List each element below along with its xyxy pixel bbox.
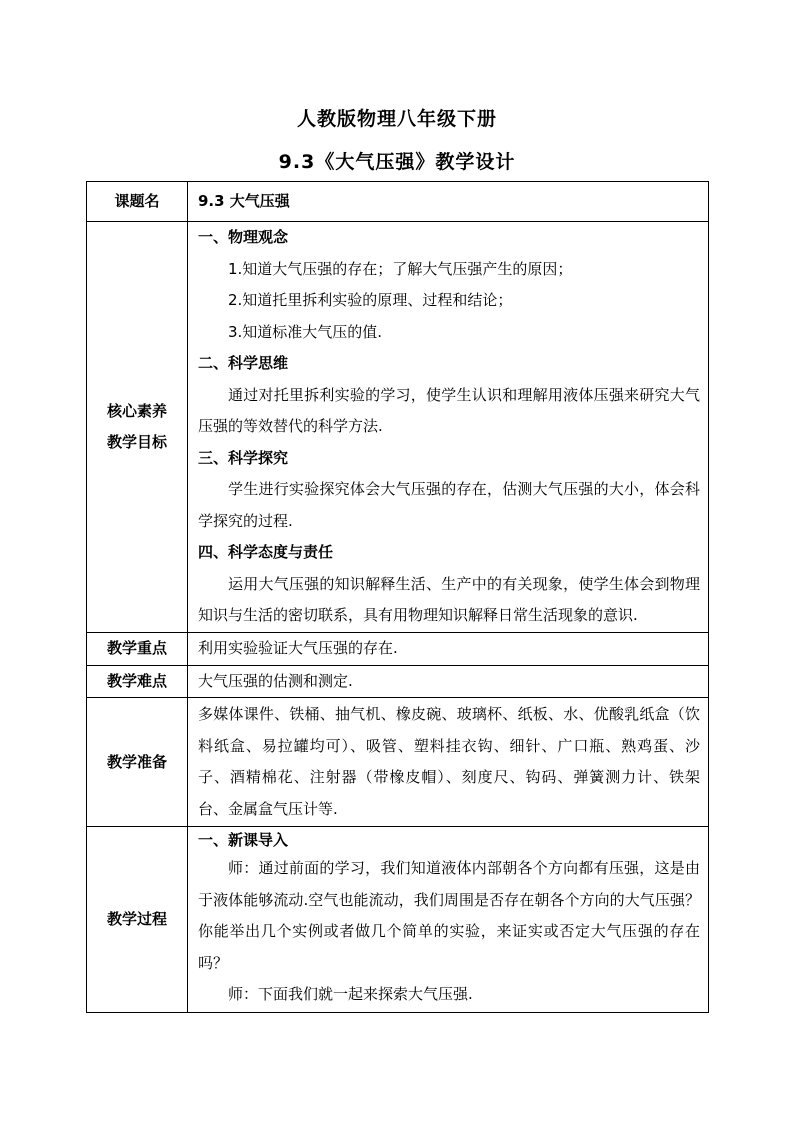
topic-value: 9.3 大气压强	[198, 191, 290, 210]
scientific-inquiry-heading: 三、科学探究	[198, 448, 289, 467]
preparation-value: 多媒体课件、铁桶、抽气机、橡皮碗、玻璃杯、纸板、水、优酸乳纸盒（饮料纸盒、易拉罐均可）、吸管、塑料挂衣钩、细针、广口瓶、熟鸡蛋、沙子、酒精棉花、注射器（带橡皮帽）、刻度尺、钩码、弹簧测力计、铁架台、金属盒气压计等.	[198, 705, 700, 818]
intro-paragraph-1: 师：通过前面的学习，我们知道液体内部朝各个方向都有压强，这是由于液体能够流动.空气也能流动，我们周围是否存在朝各个方向的大气压强？你能举出几个实例或者做几个简单的实验，来证实或否定大气压强的存在吗？	[198, 859, 700, 972]
key-point-value: 利用实验验证大气压强的存在.	[198, 639, 398, 657]
difficulty-row	[87, 665, 709, 698]
preparation-row	[87, 698, 709, 827]
attitude-responsibility-heading: 四、科学态度与责任	[198, 543, 334, 562]
document-title: 人教版物理八年级下册	[296, 108, 497, 130]
difficulty-value: 大气压强的估测和测定.	[198, 671, 353, 690]
key-point-row	[87, 633, 709, 666]
new-lesson-intro-heading: 一、新课导入	[198, 831, 289, 849]
goals-label	[87, 222, 188, 633]
topic-row	[87, 182, 709, 222]
topic-label: 课题名	[87, 182, 188, 222]
difficulty-cell	[188, 665, 709, 698]
preparation-label: 教学准备	[87, 698, 188, 827]
concept-item-2: 2.知道托里拆利实验的原理、过程和结论；	[228, 291, 513, 310]
goals-cell	[188, 222, 709, 633]
lesson-plan-table	[86, 181, 709, 1013]
process-row	[87, 827, 709, 1013]
concept-item-1: 1.知道大气压强的存在；了解大气压强产生的原因；	[228, 259, 573, 278]
goals-row	[87, 222, 709, 633]
scientific-thinking-text: 通过对托里拆利实验的学习，使学生认识和理解用液体压强来研究大气压强的等效替代的科学方法.	[198, 385, 700, 436]
scientific-inquiry-text: 学生进行实验探究体会大气压强的存在，估测大气压强的大小，体会科学探究的过程.	[198, 480, 700, 530]
lesson-title: 9.3《大气压强》教学设计	[278, 151, 516, 173]
goals-label-line1: 核心素养	[106, 402, 167, 420]
concept-item-3: 3.知道标准大气压的值.	[228, 322, 383, 341]
physics-concept-heading: 一、物理观念	[198, 228, 289, 247]
attitude-responsibility-text: 运用大气压强的知识解释生活、生产中的有关现象，使学生体会到物理知识与生活的密切联系，具有用物理知识解释日常生活现象的意识.	[198, 574, 700, 625]
topic-cell	[188, 182, 709, 222]
preparation-cell	[188, 698, 709, 827]
process-cell	[188, 827, 709, 1013]
difficulty-label: 教学难点	[87, 665, 188, 698]
key-point-cell	[188, 633, 709, 666]
process-label: 教学过程	[87, 827, 188, 1013]
intro-paragraph-2: 师：下面我们就一起来探索大气压强.	[228, 985, 473, 1003]
goals-label-line2: 教学目标	[106, 433, 167, 451]
scientific-thinking-heading: 二、科学思维	[198, 354, 289, 373]
key-point-label: 教学重点	[87, 633, 188, 666]
